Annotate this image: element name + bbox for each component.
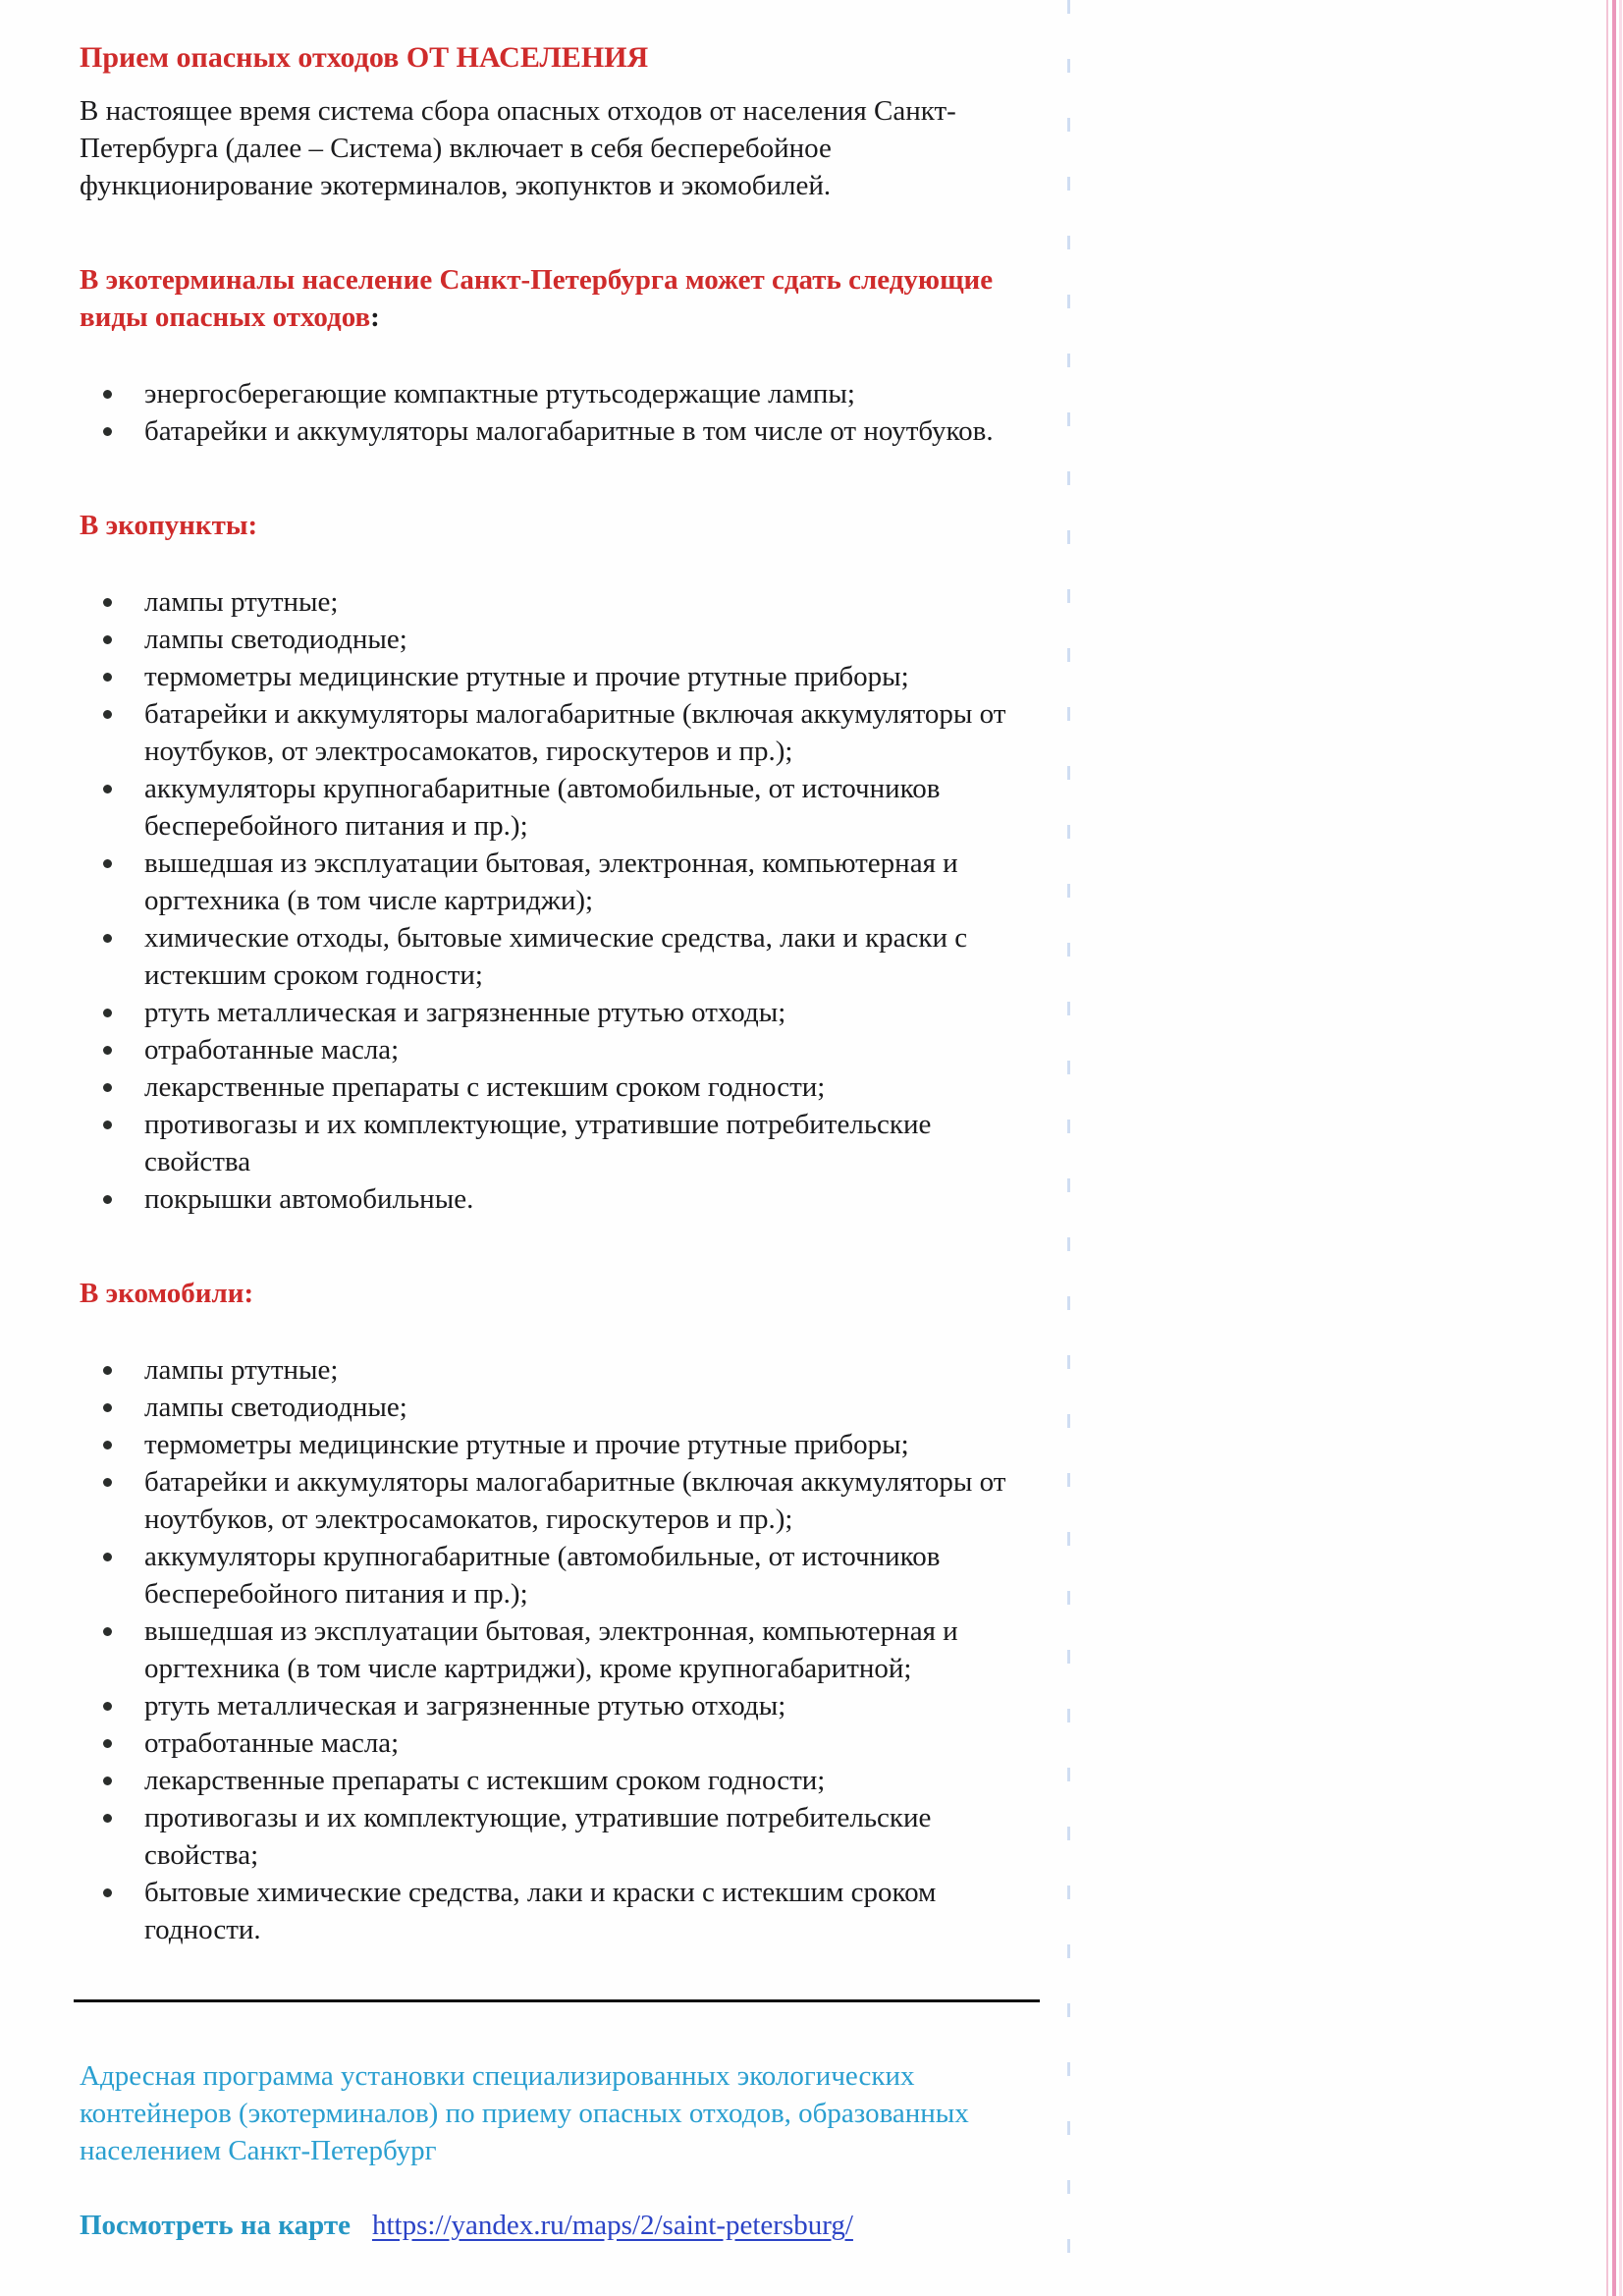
section-heading-ecoterminals-text: В экотерминалы население Санкт-Петербурга может сдать следующие виды опасных отходов [80,264,994,333]
list-item: лекарственные препараты с истекшим сроком годности; [144,1762,1044,1799]
yandex-maps-link[interactable]: https://yandex.ru/maps/2/saint-petersburg/ [371,2210,853,2241]
list-item: батарейки и аккумуляторы малогабаритные в том числе от ноутбуков. [144,412,1044,450]
address-program-note: Адресная программа установки специализированных экологических контейнеров (экотерминалов) по приему опасных отходов, образованных населением Санкт-Петербург [80,2060,969,2166]
section-heading-ecomobiles: В экомобили: [80,1278,254,1309]
scan-artifact-pink-line-3 [1619,0,1622,2296]
list-item: лампы ртутные; [144,1351,1044,1389]
list-item: покрышки автомобильные. [144,1180,1044,1218]
ecomobiles-waste-list [80,1351,1044,1948]
ecoterminals-waste-list [80,375,1044,450]
scan-artifact-pink-line-2 [1612,0,1616,2296]
list-item: ртуть металлическая и загрязненные ртутью отходы; [144,1687,1044,1724]
ecopoints-waste-list [80,583,1044,1218]
list-item: термометры медицинские ртутные и прочие ртутные приборы; [144,1426,1044,1463]
intro-paragraph: В настоящее время система сбора опасных отходов от населения Санкт-Петербурга (далее – Система) включает в себя бесперебойное функционирование экотерминалов, экопунктов и экомобилей. [80,95,956,201]
list-item: противогазы и их комплектующие, утратившие потребительские свойства [144,1106,1044,1180]
list-item: вышедшая из эксплуатации бытовая, электронная, компьютерная и оргтехника (в том числе картриджи); [144,845,1044,919]
map-line [80,2207,1044,2244]
list-item: аккумуляторы крупногабаритные (автомобильные, от источников бесперебойного питания и пр.); [144,1538,1044,1613]
list-item: ртуть металлическая и загрязненные ртутью отходы; [144,994,1044,1031]
list-item: лампы ртутные; [144,583,1044,621]
section-heading-ecopoints: В экопункты: [80,510,258,541]
document-content [80,39,1044,2244]
section-heading-ecoterminals [80,261,1044,336]
section-heading-ecoterminals-colon: : [370,301,380,333]
list-item: лампы светодиодные; [144,1389,1044,1426]
horizontal-divider [74,1999,1040,2002]
scan-artifact-pink-line-1 [1606,0,1608,2296]
list-item: бытовые химические средства, лаки и краски с истекшим сроком годности. [144,1874,1044,1948]
list-item: вышедшая из эксплуатации бытовая, электронная, компьютерная и оргтехника (в том числе картриджи), кроме крупногабаритной; [144,1613,1044,1687]
list-item: отработанные масла; [144,1031,1044,1068]
list-item: батарейки и аккумуляторы малогабаритные (включая аккумуляторы от ноутбуков, от электросамокатов, гироскутеров и пр.); [144,1463,1044,1538]
list-item: противогазы и их комплектующие, утратившие потребительские свойства; [144,1799,1044,1874]
list-item: аккумуляторы крупногабаритные (автомобильные, от источников бесперебойного питания и пр.); [144,770,1044,845]
list-item: химические отходы, бытовые химические средства, лаки и краски с истекшим сроком годности; [144,919,1044,994]
list-item: батарейки и аккумуляторы малогабаритные (включая аккумуляторы от ноутбуков, от электросамокатов, гироскутеров и пр.); [144,695,1044,770]
scan-artifact-dashed-line [1067,0,1070,2296]
list-item: лампы светодиодные; [144,621,1044,658]
list-item: отработанные масла; [144,1724,1044,1762]
list-item: термометры медицинские ртутные и прочие ртутные приборы; [144,658,1044,695]
list-item: энергосберегающие компактные ртутьсодержащие лампы; [144,375,1044,412]
page-title: Прием опасных отходов ОТ НАСЕЛЕНИЯ [80,41,649,74]
list-item: лекарственные препараты с истекшим сроком годности; [144,1068,1044,1106]
map-label: Посмотреть на карте [80,2210,351,2241]
